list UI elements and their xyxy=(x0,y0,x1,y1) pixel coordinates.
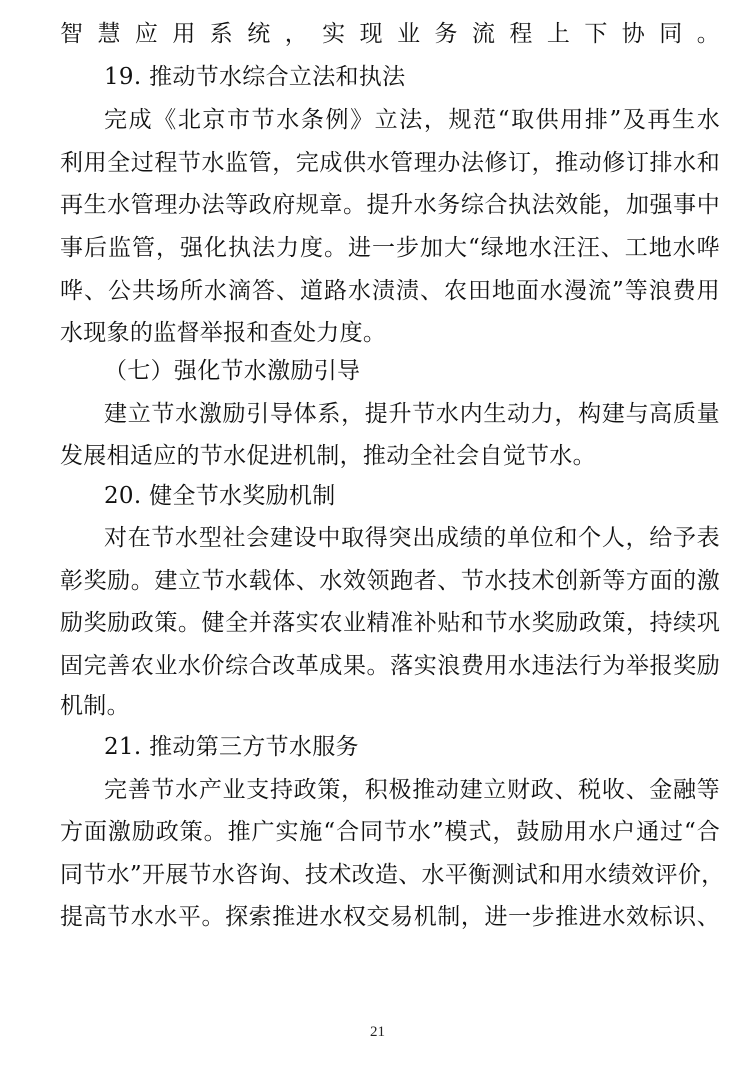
section-heading-19: 19. 推动节水综合立法和执法 xyxy=(104,64,406,90)
text-line: 再生水管理办法等政府规章。提升水务综合执法效能，加强事中 xyxy=(60,192,720,218)
section-heading-20: 20. 健全节水奖励机制 xyxy=(104,483,336,509)
text-line: 建立节水激励引导体系，提升节水内生动力，构建与高质量 xyxy=(104,401,720,427)
text-line: 对在节水型社会建设中取得突出成绩的单位和个人，给予表 xyxy=(104,525,720,551)
text-line: 机制。 xyxy=(60,693,130,719)
text-line: 利用全过程节水监管，完成供水管理办法修订，推动修订排水和 xyxy=(60,150,720,176)
text-line: 水现象的监督举报和查处力度。 xyxy=(60,320,387,346)
text-line: 完善节水产业支持政策，积极推动建立财政、税收、金融等 xyxy=(104,777,720,803)
text-line: 提高节水水平。探索推进水权交易机制，进一步推进水效标识、 xyxy=(60,904,720,930)
text-line: 发展相适应的节水促进机制，推动全社会自觉节水。 xyxy=(60,443,596,469)
text-line: 智慧应用系统，实现业务流程上下协同。 xyxy=(60,21,720,47)
section-heading-21: 21. 推动第三方节水服务 xyxy=(104,734,359,760)
text-line: 事后监管，强化执法力度。进一步加大“绿地水汪汪、工地水哗 xyxy=(60,235,720,261)
section-heading-7: （七）强化节水激励引导 xyxy=(104,358,361,384)
page-number: 21 xyxy=(370,1024,385,1040)
text-line: 完成《北京市节水条例》立法，规范“取供用排”及再生水 xyxy=(104,107,720,133)
text-line: 哗、公共场所水滴答、道路水渍渍、农田地面水漫流”等浪费用 xyxy=(60,278,720,304)
text-line: 励奖励政策。健全并落实农业精准补贴和节水奖励政策，持续巩 xyxy=(60,610,720,636)
text-line: 固完善农业水价综合改革成果。落实浪费用水违法行为举报奖励 xyxy=(60,653,720,679)
text-line: 同节水”开展节水咨询、技术改造、水平衡测试和用水绩效评价， xyxy=(60,862,725,888)
text-line: 彰奖励。建立节水载体、水效领跑者、节水技术创新等方面的激 xyxy=(60,568,720,594)
text-line: 方面激励政策。推广实施“合同节水”模式，鼓励用水户通过“合 xyxy=(60,819,720,845)
